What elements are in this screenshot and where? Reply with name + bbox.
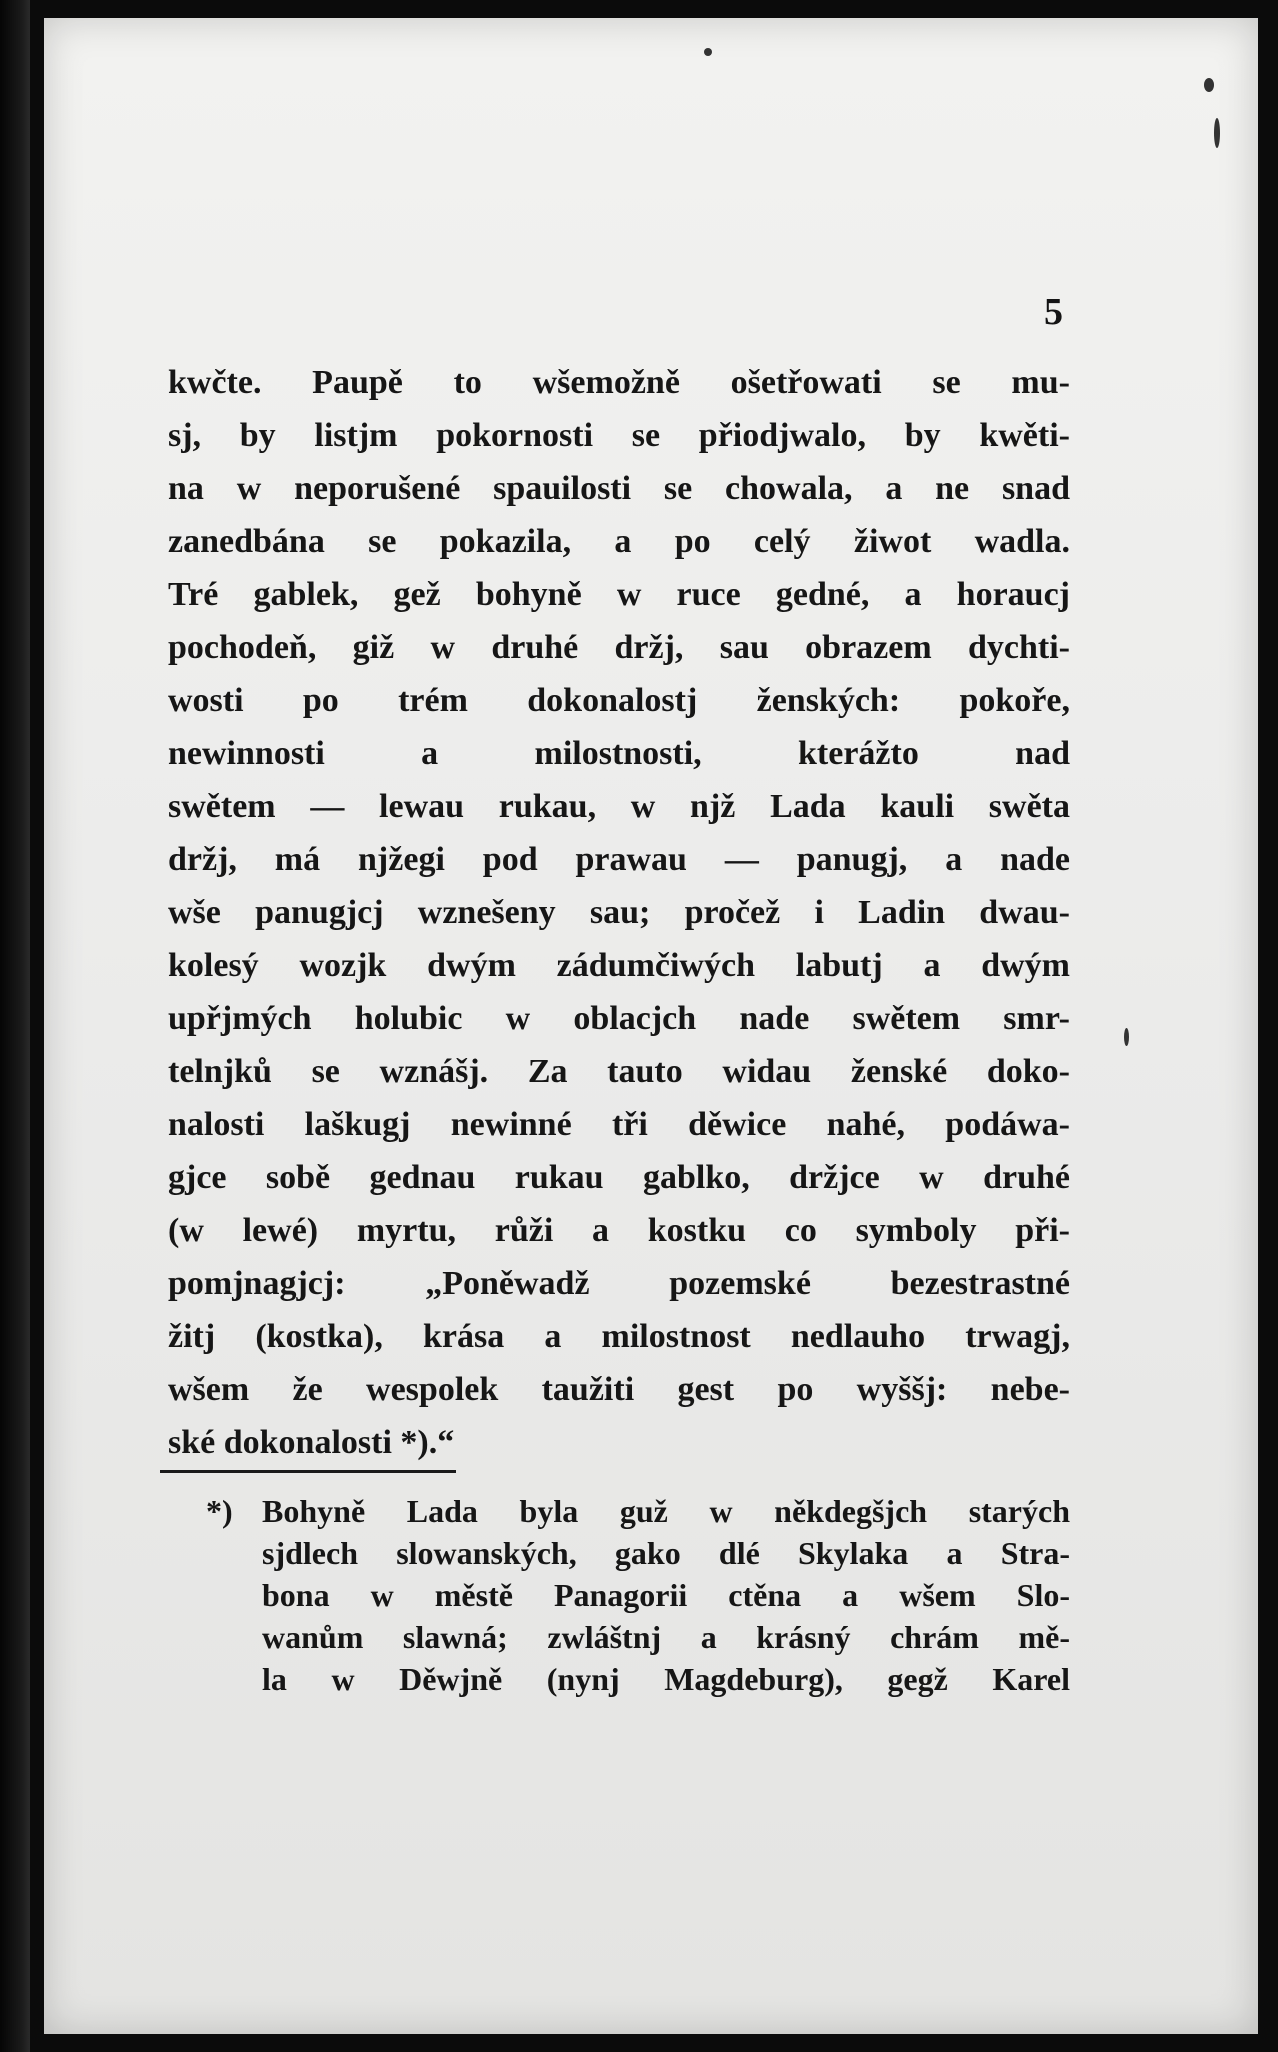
paper-speck <box>1204 78 1214 92</box>
text-line: upřjmých holubic w oblacjch nade swětem smr- <box>168 1000 1070 1037</box>
text-line: zanedbána se pokazila, a po celý žiwot wadla. <box>168 523 1070 560</box>
footnote-line: la w Děwjně (nynj Magdeburg), gegž Karel <box>262 1661 1070 1697</box>
text-line: na w neporušené spauilosti se chowala, a ne snad <box>168 470 1070 507</box>
footnote-marker: *) <box>206 1493 233 1529</box>
text-line: swětem — lewau rukau, w njž Lada kauli swěta <box>168 788 1070 825</box>
text-line: gjce sobě gednau rukau gablko, držjce w druhé <box>168 1159 1070 1196</box>
text-line: sj, by listjm pokornosti se přiodjwalo, by kwěti- <box>168 417 1070 454</box>
text-line: pochodeň, giž w druhé držj, sau obrazem dychti- <box>168 629 1070 666</box>
text-line: wše panugjcj wznešeny sau; pročež i Ladin dwau- <box>168 894 1070 931</box>
paper-speck <box>1124 1028 1129 1046</box>
book-binding-edge <box>0 0 30 2052</box>
text-line: pomjnagjcj: „Poněwadž pozemské bezestrastné <box>168 1265 1070 1302</box>
text-line: ské dokonalosti *).“ <box>168 1424 455 1461</box>
text-line: wosti po trém dokonalostj ženských: pokoře, <box>168 682 1070 719</box>
footnote-line: wanům slawná; zwláštnj a krásný chrám mě- <box>262 1619 1070 1655</box>
text-line: nalosti laškugj newinné tři děwice nahé, podáwa- <box>168 1106 1070 1143</box>
text-line: Tré gablek, gež bohyně w ruce gedné, a horaucj <box>168 576 1070 613</box>
footnote-line: sjdlech slowanských, gako dlé Skylaka a Stra- <box>262 1535 1070 1571</box>
page-number: 5 <box>1044 291 1063 333</box>
text-line: telnjků se wznášj. Za tauto widau ženské doko- <box>168 1053 1070 1090</box>
footnote-rule <box>160 1470 456 1473</box>
footnote-line: Bohyně Lada byla guž w někdegšjch starých <box>262 1493 1070 1529</box>
paper-speck <box>704 48 712 56</box>
text-line: newinnosti a milostnosti, kterážto nad <box>168 735 1070 772</box>
footnote-line: bona w městě Panagorii ctěna a wšem Slo- <box>262 1577 1070 1613</box>
text-line: (w lewé) myrtu, růži a kostku co symboly při- <box>168 1212 1070 1249</box>
text-line: držj, má njžegi pod prawau — panugj, a nade <box>168 841 1070 878</box>
text-line: žitj (kostka), krása a milostnost nedlauho trwagj, <box>168 1318 1070 1355</box>
footnote-text <box>262 1490 1070 1700</box>
body-text <box>168 356 1070 1469</box>
text-line: kolesý wozjk dwým zádumčiwých labutj a dwým <box>168 947 1070 984</box>
paper-speck <box>1214 118 1220 148</box>
text-line: wšem že wespolek taužiti gest po wyššj: nebe- <box>168 1371 1070 1408</box>
text-line: kwčte. Paupě to wšemožně ošetřowati se mu- <box>168 364 1070 401</box>
